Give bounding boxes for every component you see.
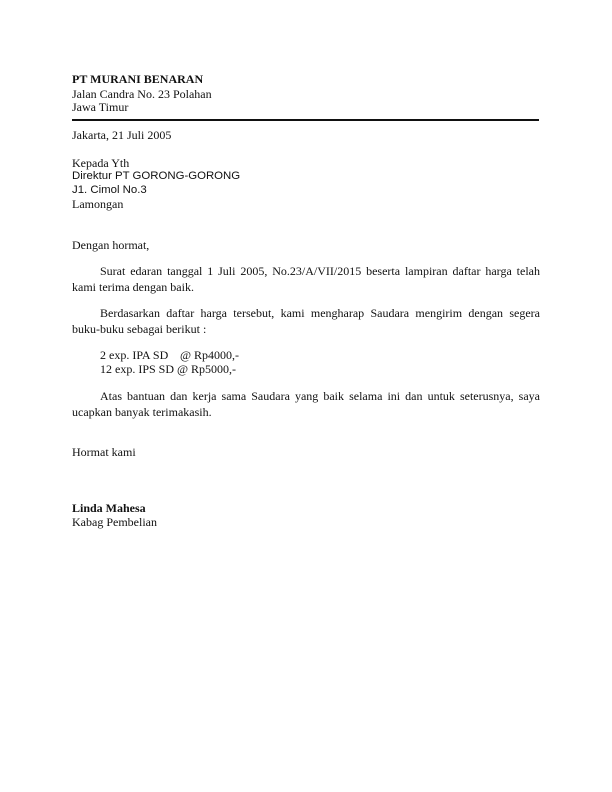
- salutation: Dengan hormat,: [72, 238, 150, 252]
- paragraph-1: [72, 264, 540, 295]
- company-address-line1: Jalan Candra No. 23 Polahan: [72, 87, 212, 101]
- company-address-line2: Jawa Timur: [72, 100, 129, 114]
- letterhead-divider: [72, 119, 539, 121]
- signatory-name: Linda Mahesa: [72, 501, 146, 515]
- paragraph-2: [72, 306, 540, 337]
- signatory-title: Kabag Pembelian: [72, 515, 157, 529]
- paragraph-3-text: Atas bantuan dan kerja sama Saudara yang baik selama ini dan untuk seterusnya, saya ucapkan banyak terimakasih.: [72, 389, 540, 419]
- order-item-price-text: @ Rp5000,-: [177, 362, 237, 376]
- recipient-line1: Kepada Yth: [72, 156, 130, 170]
- order-item-price: [180, 348, 239, 362]
- order-item-qty: 2 exp. IPA SD: [100, 348, 169, 362]
- closing: Hormat kami: [72, 445, 136, 459]
- company-name: PT MURANI BENARAN: [72, 72, 204, 86]
- paragraph-2-text: Berdasarkan daftar harga tersebut, kami mengharap Saudara mengirim dengan segera buku-buku sebagai berikut :: [72, 306, 540, 336]
- order-item-qty: 12 exp. IPS SD: [100, 362, 175, 376]
- recipient-line3: J1. Cimol No.3: [72, 184, 147, 196]
- order-item: [100, 348, 168, 362]
- recipient-line4: Lamongan: [72, 197, 124, 211]
- order-item-price-text: @ Rp4000,-: [180, 348, 240, 362]
- recipient-line2: Direktur PT GORONG-GORONG: [72, 170, 241, 182]
- paragraph-3: [72, 389, 540, 420]
- letter-date: Jakarta, 21 Juli 2005: [72, 128, 172, 142]
- order-item-price: [177, 362, 236, 376]
- paragraph-1-text: Surat edaran tanggal 1 Juli 2005, No.23/A/VII/2015 beserta lampiran daftar harga telah kami terima dengan baik.: [72, 264, 540, 294]
- order-item: [100, 362, 174, 376]
